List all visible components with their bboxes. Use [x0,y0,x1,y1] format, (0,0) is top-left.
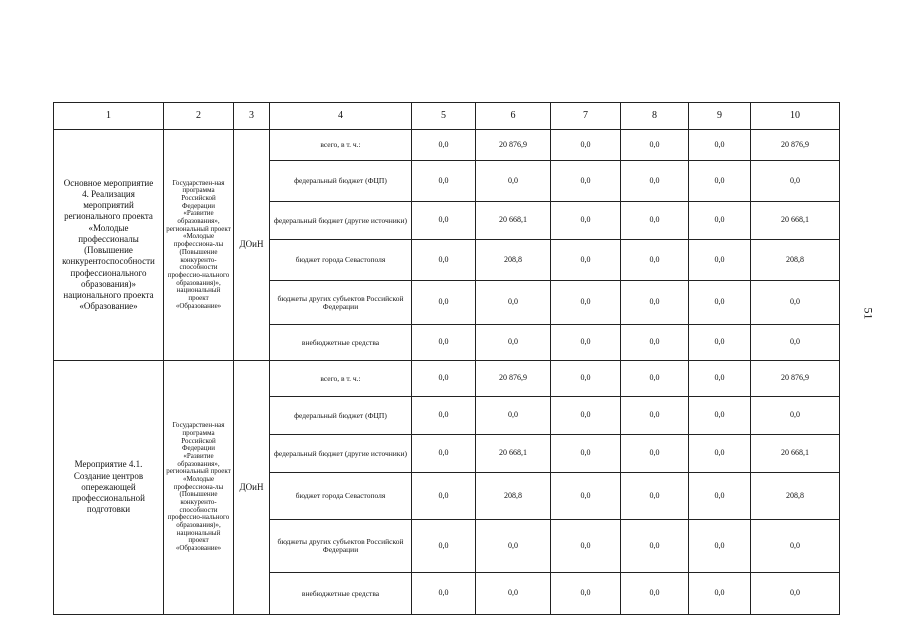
value-cell: 0,0 [412,361,476,397]
value-cell: 0,0 [551,573,621,615]
value-cell: 0,0 [621,202,689,240]
value-cell: 0,0 [689,240,751,281]
value-cell: 0,0 [621,397,689,435]
value-cell: 0,0 [689,435,751,473]
value-cell: 0,0 [412,281,476,325]
value-cell: 0,0 [476,281,551,325]
value-cell: 0,0 [689,325,751,361]
table-row [54,361,840,397]
column-header: 3 [234,103,270,130]
value-cell: 0,0 [412,573,476,615]
value-cell: 0,0 [689,281,751,325]
value-cell: 0,0 [621,473,689,520]
value-cell: 208,8 [476,473,551,520]
value-cell: 0,0 [621,520,689,573]
funding-source-cell: бюджет города Севастополя [270,473,412,520]
value-cell: 0,0 [551,130,621,161]
value-cell: 0,0 [689,161,751,202]
funding-source-cell: всего, в т. ч.: [270,130,412,161]
column-header: 9 [689,103,751,130]
funding-source-cell: бюджет города Севастополя [270,240,412,281]
funding-source-cell: федеральный бюджет (ФЦП) [270,161,412,202]
column-header: 8 [621,103,689,130]
table-row [54,130,840,161]
value-cell: 0,0 [476,520,551,573]
value-cell: 0,0 [412,397,476,435]
column-header: 6 [476,103,551,130]
funding-source-cell: бюджеты других субъектов Российской Федерации [270,281,412,325]
value-cell: 0,0 [551,281,621,325]
value-cell: 20 876,9 [476,361,551,397]
activity-name-cell: Мероприятие 4.1. Создание центров опережающей профессиональной подготовки [54,361,164,615]
value-cell: 0,0 [551,240,621,281]
value-cell: 0,0 [621,161,689,202]
value-cell: 0,0 [551,161,621,202]
value-cell: 0,0 [689,361,751,397]
value-cell: 20 876,9 [751,361,840,397]
funding-source-cell: бюджеты других субъектов Российской Федерации [270,520,412,573]
value-cell: 0,0 [621,240,689,281]
value-cell: 208,8 [751,473,840,520]
value-cell: 0,0 [751,397,840,435]
value-cell: 0,0 [621,573,689,615]
value-cell: 0,0 [751,281,840,325]
funding-source-cell: федеральный бюджет (ФЦП) [270,397,412,435]
value-cell: 0,0 [751,325,840,361]
value-cell: 0,0 [412,130,476,161]
value-cell: 0,0 [621,130,689,161]
funding-source-cell: федеральный бюджет (другие источники) [270,202,412,240]
value-cell: 0,0 [476,161,551,202]
value-cell: 0,0 [551,361,621,397]
value-cell: 208,8 [751,240,840,281]
value-cell: 0,0 [689,520,751,573]
value-cell: 0,0 [689,397,751,435]
funding-table [53,102,840,615]
value-cell: 0,0 [689,573,751,615]
value-cell: 0,0 [476,573,551,615]
column-header: 4 [270,103,412,130]
page-number: 51 [861,307,876,320]
value-cell: 20 668,1 [751,202,840,240]
value-cell: 0,0 [476,397,551,435]
funding-source-cell: федеральный бюджет (другие источники) [270,435,412,473]
value-cell: 0,0 [621,361,689,397]
value-cell: 0,0 [412,202,476,240]
program-cell: Государствен-ная программа Российской Федерации «Развитие образования», региональный проект «Молодые профессиона-лы (Повышение конкуренто-способности профессио-нального образования)», национальный проект «Образование» [164,361,234,615]
funding-source-cell: всего, в т. ч.: [270,361,412,397]
column-header: 1 [54,103,164,130]
value-cell: 0,0 [689,202,751,240]
value-cell: 0,0 [751,161,840,202]
activity-name-cell: Основное мероприятие 4. Реализация мероприятий регионального проекта «Молодые профессионалы (Повышение конкурентоспособности профессионального образования)» национального проекта «Образование» [54,130,164,361]
value-cell: 0,0 [751,520,840,573]
value-cell: 0,0 [621,435,689,473]
value-cell: 0,0 [412,240,476,281]
value-cell: 0,0 [412,325,476,361]
funding-source-cell: внебюджетные средства [270,573,412,615]
column-header: 5 [412,103,476,130]
value-cell: 0,0 [551,325,621,361]
value-cell: 0,0 [621,281,689,325]
value-cell: 0,0 [412,473,476,520]
value-cell: 0,0 [551,202,621,240]
value-cell: 0,0 [412,435,476,473]
value-cell: 20 668,1 [476,435,551,473]
value-cell: 20 668,1 [476,202,551,240]
column-header: 2 [164,103,234,130]
funding-source-cell: внебюджетные средства [270,325,412,361]
column-header: 7 [551,103,621,130]
value-cell: 0,0 [412,520,476,573]
value-cell: 0,0 [621,325,689,361]
value-cell: 0,0 [551,435,621,473]
program-cell: Государствен-ная программа Российской Федерации «Развитие образования», региональный проект «Молодые профессиона-лы (Повышение конкуренто-способности профессио-нального образования)», национальный проект «Образование» [164,130,234,361]
value-cell: 0,0 [551,520,621,573]
value-cell: 0,0 [689,130,751,161]
value-cell: 20 668,1 [751,435,840,473]
value-cell: 0,0 [551,473,621,520]
executor-cell: ДОиН [234,361,270,615]
value-cell: 0,0 [551,397,621,435]
value-cell: 208,8 [476,240,551,281]
value-cell: 0,0 [476,325,551,361]
header-row [54,103,840,130]
value-cell: 0,0 [689,473,751,520]
value-cell: 20 876,9 [476,130,551,161]
value-cell: 0,0 [412,161,476,202]
value-cell: 20 876,9 [751,130,840,161]
executor-cell: ДОиН [234,130,270,361]
column-header: 10 [751,103,840,130]
value-cell: 0,0 [751,573,840,615]
